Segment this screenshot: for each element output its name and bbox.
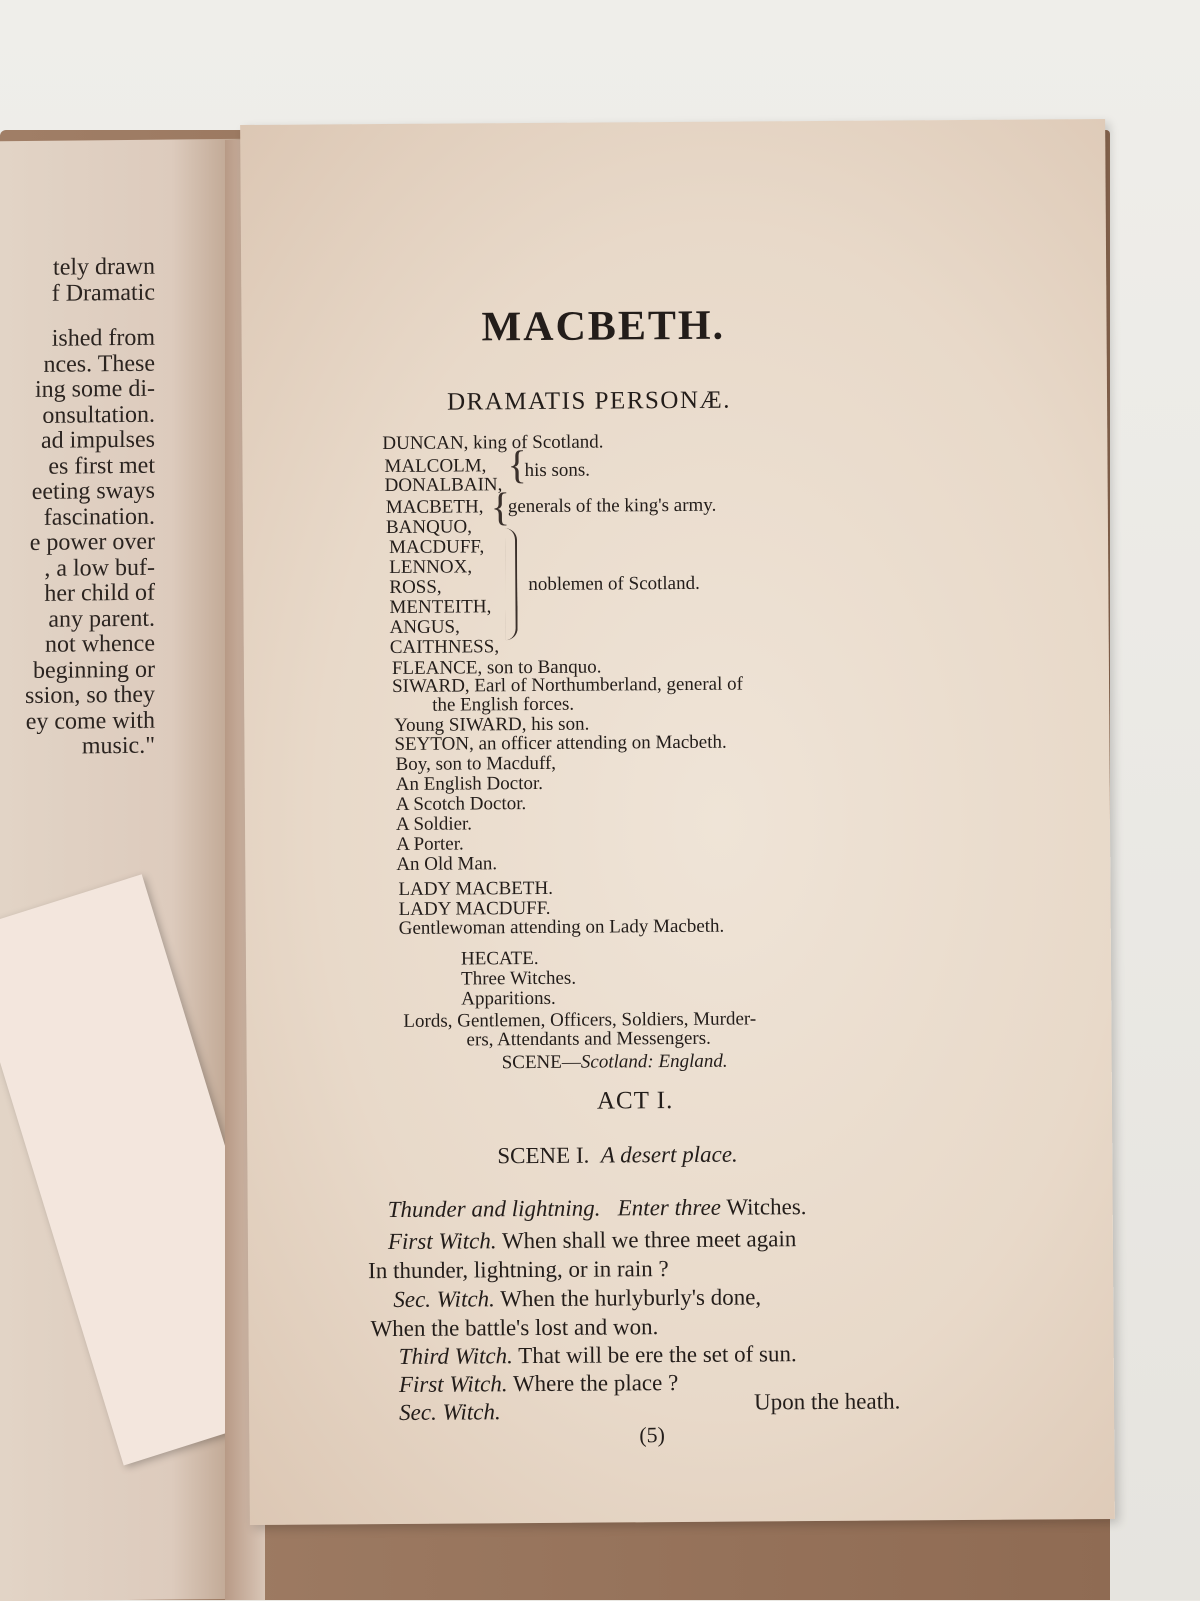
left-line: beginning or — [0, 657, 155, 684]
cast-entry: FLEANCE, son to Banquo. — [392, 658, 602, 679]
verse-line — [370, 1314, 658, 1342]
left-line: onsultation. — [0, 402, 155, 429]
stage-direction-text: Thunder and lightning. — [388, 1196, 601, 1222]
left-line: ing some di- — [0, 377, 155, 404]
speech: When shall we three meet again — [502, 1226, 797, 1253]
cast-entry: MACDUFF, — [389, 537, 484, 558]
left-line: music." — [0, 734, 155, 761]
cast-entry: Gentlewoman attending on Lady Macbeth. — [399, 917, 725, 939]
scene-setting-places: Scotland: England. — [581, 1051, 728, 1073]
right-page — [240, 119, 1115, 1525]
cast-entry: Boy, son to Macduff, — [396, 754, 557, 775]
scene-heading — [497, 1142, 738, 1170]
left-line: nces. These — [0, 351, 155, 378]
cast-entry: ANGUS, — [390, 618, 460, 638]
left-line: fascination. — [0, 504, 155, 531]
cast-entry: Lords, Gentlemen, Officers, Soldiers, Murder- — [403, 1009, 756, 1031]
speaker: Third Witch. — [399, 1343, 513, 1369]
cast-entry: A Soldier. — [396, 814, 472, 835]
scene-setting — [502, 1052, 728, 1074]
left-line: her child of — [0, 581, 155, 608]
cast-group-label: his sons. — [524, 461, 590, 481]
scene-number: SCENE I. — [497, 1143, 589, 1169]
brace-icon: { — [507, 445, 526, 485]
scene-setting-label: SCENE— — [502, 1052, 581, 1074]
play-title: MACBETH. — [481, 302, 725, 352]
cast-entry: MACBETH, — [386, 497, 484, 518]
speech: That will be ere the set of sun. — [518, 1341, 797, 1368]
cast-entry: DUNCAN, king of Scotland. — [382, 433, 603, 455]
left-line: e power over — [0, 530, 155, 557]
cast-entry: An Old Man. — [396, 854, 497, 875]
left-page — [0, 139, 245, 1601]
left-line: ished from — [0, 326, 155, 353]
left-line: tely drawn — [0, 255, 155, 282]
verse-line — [368, 1256, 669, 1284]
cast-entry: MALCOLM, — [384, 456, 486, 477]
cast-entry: LADY MACBETH. — [398, 879, 553, 900]
page-number: (5) — [639, 1422, 665, 1448]
cast-group-label: noblemen of Scotland. — [528, 574, 700, 595]
enter-direction: Enter three — [618, 1195, 721, 1221]
brace-icon: { — [491, 487, 510, 527]
cast-entry: BANQUO, — [386, 517, 472, 538]
cast-entry: Three Witches. — [461, 969, 576, 990]
cast-entry: ers, Attendants and Messengers. — [466, 1029, 710, 1051]
speaker: Sec. Witch. — [393, 1286, 495, 1312]
speech: Upon the heath. — [754, 1388, 900, 1414]
speech: Where the place ? — [513, 1370, 679, 1396]
left-line: , a low buf- — [0, 555, 155, 582]
speaker: First Witch. — [388, 1228, 497, 1254]
left-line: ey come with — [0, 708, 155, 735]
left-line: es first met — [0, 453, 155, 480]
cast-entry: the English forces. — [432, 695, 574, 716]
verse-line — [399, 1341, 797, 1370]
cast-entry: Young SIWARD, his son. — [394, 715, 589, 736]
verse-line — [393, 1284, 761, 1313]
verse-line — [399, 1399, 501, 1426]
cast-entry: SEYTON, an officer attending on Macbeth. — [394, 733, 726, 755]
cast-entry: LENNOX, — [389, 557, 472, 578]
large-brace — [505, 528, 518, 640]
left-line: any parent. — [0, 606, 155, 633]
left-page-text — [0, 255, 155, 761]
speech: When the hurlyburly's done, — [500, 1284, 761, 1311]
cast-entry: ROSS, — [389, 578, 441, 598]
witches-name: Witches. — [726, 1194, 806, 1220]
cast-entry: SIWARD, Earl of Northumberland, general of — [392, 675, 743, 697]
speech: When the battle's lost and won. — [370, 1314, 658, 1341]
left-line: not whence — [0, 632, 155, 659]
cast-entry: An English Doctor. — [396, 774, 543, 795]
cast-entry: DONALBAIN, — [385, 475, 503, 496]
left-line: ssion, so they — [0, 683, 155, 710]
cast-entry: A Porter. — [396, 834, 464, 854]
left-line: ad impulses — [0, 428, 155, 455]
cast-entry: CAITHNESS, — [390, 637, 499, 658]
left-line: eeting sways — [0, 479, 155, 506]
speaker: First Witch. — [399, 1371, 508, 1397]
left-line: f Dramatic — [0, 280, 155, 307]
cast-group-label: generals of the king's army. — [508, 496, 717, 517]
speaker: Sec. Witch. — [399, 1399, 501, 1425]
cast-entry: LADY MACDUFF. — [399, 899, 551, 920]
speech: In thunder, lightning, or in rain ? — [368, 1256, 669, 1283]
cast-entry: Apparitions. — [461, 989, 556, 1010]
bookmark-card — [0, 874, 245, 1465]
verse-line — [399, 1370, 679, 1398]
cast-entry: MENTEITH, — [389, 597, 491, 618]
verse-line-continued — [754, 1388, 900, 1415]
dramatis-personae-heading: DRAMATIS PERSONÆ. — [447, 387, 731, 417]
scene-location: A desert place. — [601, 1142, 738, 1168]
act-heading: ACT I. — [597, 1087, 674, 1116]
cast-entry: A Scotch Doctor. — [396, 794, 526, 815]
stage-direction — [388, 1194, 807, 1223]
cast-entry: HECATE. — [461, 949, 539, 970]
verse-line — [388, 1226, 797, 1255]
